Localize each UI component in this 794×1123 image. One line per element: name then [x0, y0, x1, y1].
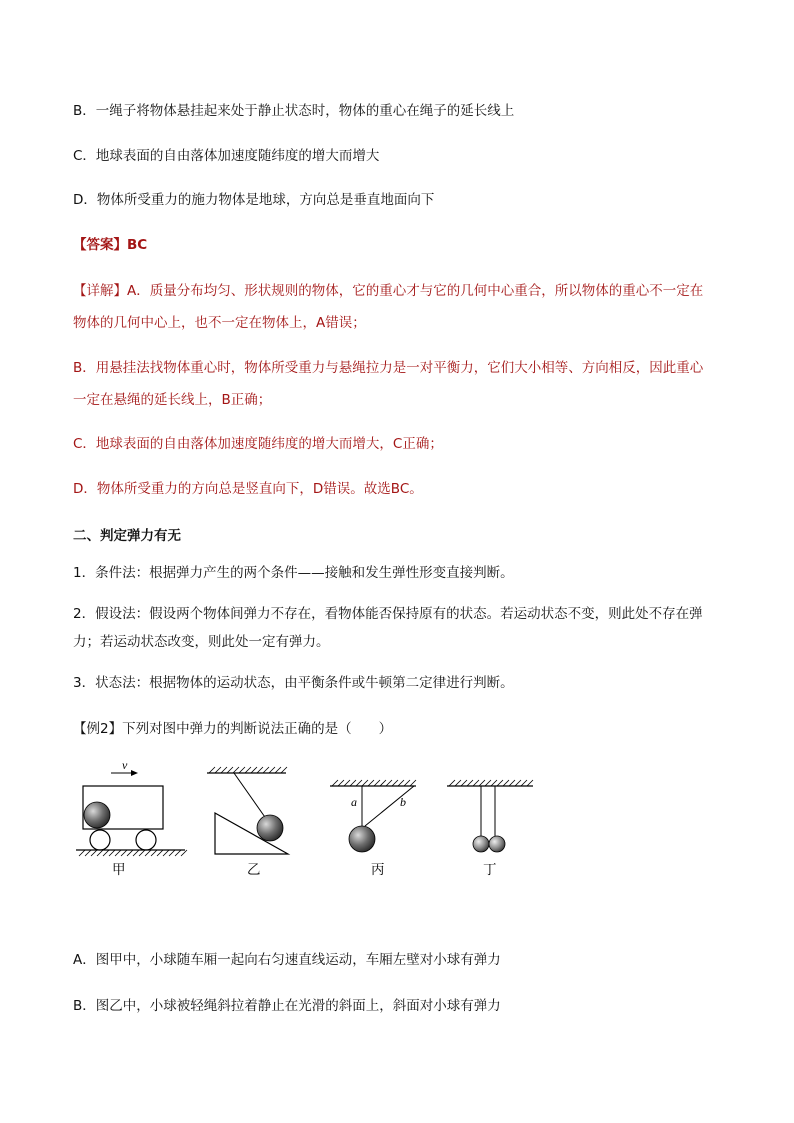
- explanation-a-line1: [73, 281, 703, 301]
- velocity-label: v: [122, 760, 128, 772]
- ball-left-ding: [473, 836, 489, 852]
- caption-bing: 丙: [371, 862, 385, 878]
- option-a-bottom: A．图甲中，小球随车厢一起向右匀速直线运动，车厢左壁对小球有弹力: [73, 952, 501, 968]
- option-c-top: C．地球表面的自由落体加速度随纬度的增大而增大: [73, 148, 380, 164]
- answer-value: BC: [127, 237, 148, 253]
- answer-line: [73, 235, 147, 255]
- method-item-2-line1: 2．假设法：假设两个物体间弹力不存在，看物体能否保持原有的状态。若运动状态不变，则此处不存在弹: [73, 606, 703, 622]
- ball-on-incline: [257, 815, 283, 841]
- example-label: 【例2】下列对图中弹力的判断说法正确的是（ ）: [73, 721, 393, 737]
- ceiling-hatch-ding: [449, 780, 533, 786]
- option-b-top: B．一绳子将物体悬挂起来处于静止状态时，物体的重心在绳子的延长线上: [73, 103, 515, 119]
- caption-ding: 丁: [483, 862, 497, 878]
- caption-jia: 甲: [112, 862, 126, 878]
- explanation-a-line2: 物体的几何中心上，也不一定在物体上，A错误；: [73, 315, 366, 331]
- method-item-3: 3．状态法：根据物体的运动状态，由平衡条件或牛顿第二定律进行判断。: [73, 675, 514, 691]
- rope-yi: [234, 773, 267, 820]
- ball-right-ding: [489, 836, 505, 852]
- string-a-label: a: [351, 795, 357, 809]
- diagram-yi: [207, 767, 288, 878]
- option-d-top: D．物体所受重力的施力物体是地球，方向总是垂直地面向下: [73, 192, 435, 208]
- string-b: [365, 786, 414, 826]
- option-b-bottom: B．图乙中，小球被轻绳斜拉着静止在光滑的斜面上，斜面对小球有弹力: [73, 998, 501, 1014]
- ceiling-hatch-yi: [209, 767, 287, 773]
- explanation-a-text: A．质量分布均匀、形状规则的物体，它的重心才与它的几何中心重合，所以物体的重心不一定在: [127, 283, 704, 299]
- explanation-b-line2: 一定在悬绳的延长线上，B正确；: [73, 392, 272, 408]
- answer-tag: 【答案】: [73, 237, 127, 253]
- string-b-label: b: [400, 795, 406, 809]
- hanging-ball-bing: [349, 826, 375, 852]
- ceiling-hatch-bing: [332, 780, 416, 786]
- explanation-c-line: C．地球表面的自由落体加速度随纬度的增大而增大，C正确；: [73, 436, 443, 452]
- method-item-2-line2: 力；若运动状态改变，则此处一定有弹力。: [73, 634, 330, 650]
- diagram-jia: [76, 760, 187, 878]
- physics-figure: [73, 760, 553, 890]
- cart-wheel-left: [90, 830, 110, 850]
- ball-in-cart: [84, 802, 110, 828]
- diagram-bing: [330, 780, 416, 878]
- diagram-ding: [447, 780, 533, 878]
- method-item-1: 1．条件法：根据弹力产生的两个条件——接触和发生弹性形变直接判断。: [73, 565, 514, 581]
- explanation-b-line1: B．用悬挂法找物体重心时，物体所受重力与悬绳拉力是一对平衡力，它们大小相等、方向相反，因此重心: [73, 360, 704, 376]
- caption-yi: 乙: [247, 862, 261, 878]
- ground-hatch: [79, 850, 187, 856]
- explanation-tag: 【详解】: [73, 283, 127, 299]
- explanation-d-line: D．物体所受重力的方向总是竖直向下，D错误。故选BC。: [73, 481, 423, 497]
- section-heading: 二、判定弹力有无: [73, 528, 181, 544]
- cart-wheel-right: [136, 830, 156, 850]
